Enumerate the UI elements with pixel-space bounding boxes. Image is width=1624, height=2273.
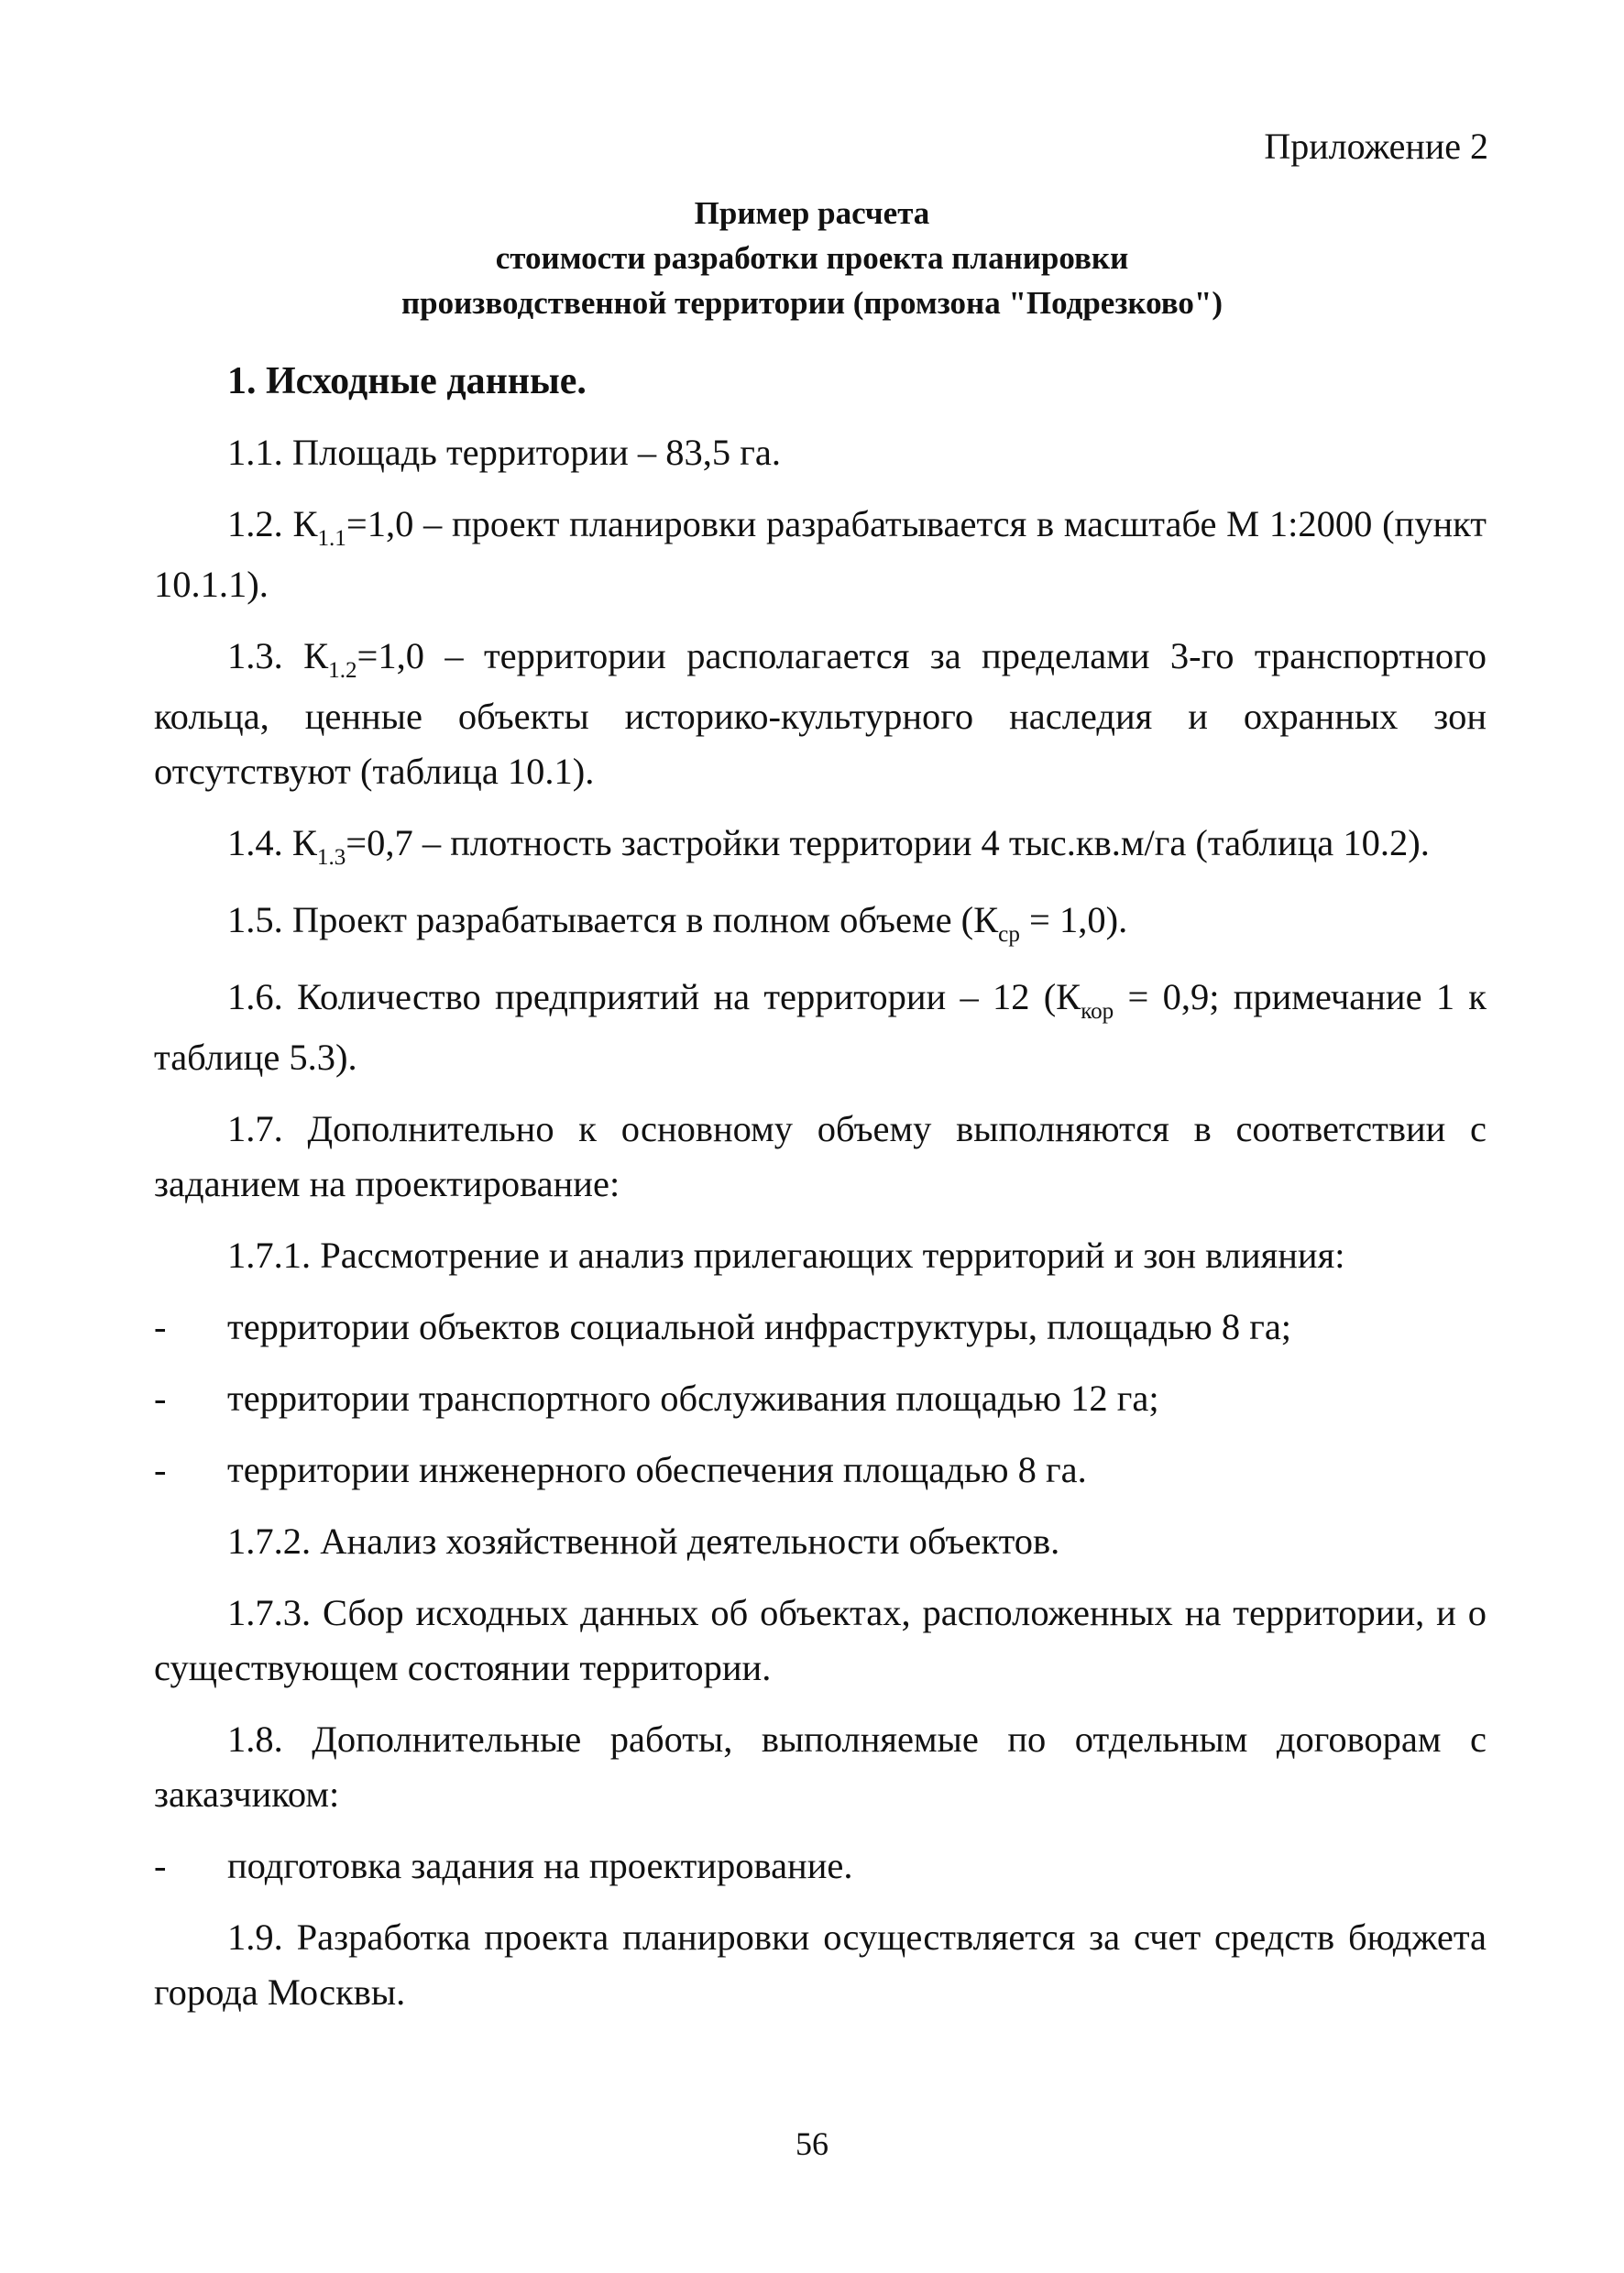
list-item bbox=[154, 1300, 1487, 1355]
paragraph-1-1: 1.1. Площадь территории – 83,5 га. bbox=[227, 432, 782, 473]
section-heading: 1. Исходные данные. bbox=[227, 360, 587, 402]
paragraph-1-2-text-end: =1,0 – проект планировки разрабатывается в масштабе М 1:2000 (пункт 10.1.1). bbox=[154, 503, 1487, 605]
paragraph-1-9: 1.9. Разработка проекта планировки осуществляется за счет средств бюджета города Москвы. bbox=[154, 1916, 1487, 2013]
paragraph-1-5-text-end: = 1,0). bbox=[1019, 899, 1128, 940]
page-number: 56 bbox=[796, 2125, 828, 2162]
coefficient-subscript: 1.2 bbox=[328, 657, 357, 683]
coefficient-subscript: 1.1 bbox=[317, 525, 346, 551]
paragraph-1-4 bbox=[154, 816, 1487, 876]
appendix-label: Приложение 2 bbox=[1264, 126, 1488, 167]
document-title bbox=[0, 191, 1624, 325]
title-line-2: стоимости разработки проекта планировки bbox=[495, 240, 1129, 276]
paragraph-1-3-text: 1.3. К bbox=[227, 635, 329, 676]
paragraph-1-7-1: 1.7.1. Рассмотрение и анализ прилегающих территорий и зон влияния: bbox=[227, 1235, 1345, 1276]
list-item bbox=[154, 1839, 1487, 1894]
paragraph-1-8: 1.8. Дополнительные работы, выполняемые по отдельным договорам с заказчиком: bbox=[154, 1718, 1487, 1815]
paragraph-1-3 bbox=[154, 629, 1487, 799]
paragraph-1-5 bbox=[154, 893, 1487, 953]
dash-bullet: - bbox=[154, 1845, 167, 1886]
list-item-text: территории транспортного обслуживания площадью 12 га; bbox=[227, 1378, 1159, 1419]
coefficient-subscript: ср bbox=[998, 921, 1020, 947]
paragraph-1-6-text-end: = 0,9; примечание 1 к таблице 5.3). bbox=[154, 976, 1487, 1078]
paragraph-1-6 bbox=[154, 970, 1487, 1085]
paragraph-1-7-2: 1.7.2. Анализ хозяйственной деятельности объектов. bbox=[227, 1521, 1060, 1562]
coefficient-subscript: кор bbox=[1081, 998, 1114, 1024]
paragraph-1-7-3: 1.7.3. Сбор исходных данных об объектах, расположенных на территории, и о существующем состоянии территории. bbox=[154, 1592, 1487, 1688]
paragraph-1-4-text: 1.4. К bbox=[227, 822, 317, 863]
paragraph-1-2-text: 1.2. К bbox=[227, 503, 318, 544]
list-item bbox=[154, 1371, 1487, 1426]
title-line-1: Пример расчета bbox=[694, 195, 930, 231]
paragraph-1-4-text-end: =0,7 – плотность застройки территории 4 тыс.кв.м/га (таблица 10.2). bbox=[346, 822, 1430, 863]
paragraph-1-2 bbox=[154, 497, 1487, 612]
dash-bullet: - bbox=[154, 1378, 167, 1419]
paragraph-1-7: 1.7. Дополнительно к основному объему выполняются в соответствии с заданием на проектирование: bbox=[154, 1108, 1487, 1204]
list-item-text: территории инженерного обеспечения площадью 8 га. bbox=[227, 1449, 1087, 1490]
paragraph-1-5-text: 1.5. Проект разрабатывается в полном объеме (К bbox=[227, 899, 999, 940]
document-body bbox=[154, 354, 1487, 2037]
paragraph-1-3-text-end: =1,0 – территории располагается за пределами 3-го транспортного кольца, ценные объекты историко-культурного наследия и охранных зон отсутствуют (таблица 10.1). bbox=[154, 635, 1487, 792]
list-item-text: подготовка задания на проектирование. bbox=[227, 1845, 853, 1886]
title-line-3: производственной территории (промзона "Подрезково") bbox=[401, 285, 1223, 321]
dash-bullet: - bbox=[154, 1449, 167, 1490]
list-item-text: территории объектов социальной инфраструктуры, площадью 8 га; bbox=[227, 1306, 1292, 1347]
list-item bbox=[154, 1443, 1487, 1498]
coefficient-subscript: 1.3 bbox=[316, 844, 346, 870]
dash-bullet: - bbox=[154, 1306, 167, 1347]
paragraph-1-6-text: 1.6. Количество предприятий на территории – 12 (К bbox=[227, 976, 1081, 1017]
